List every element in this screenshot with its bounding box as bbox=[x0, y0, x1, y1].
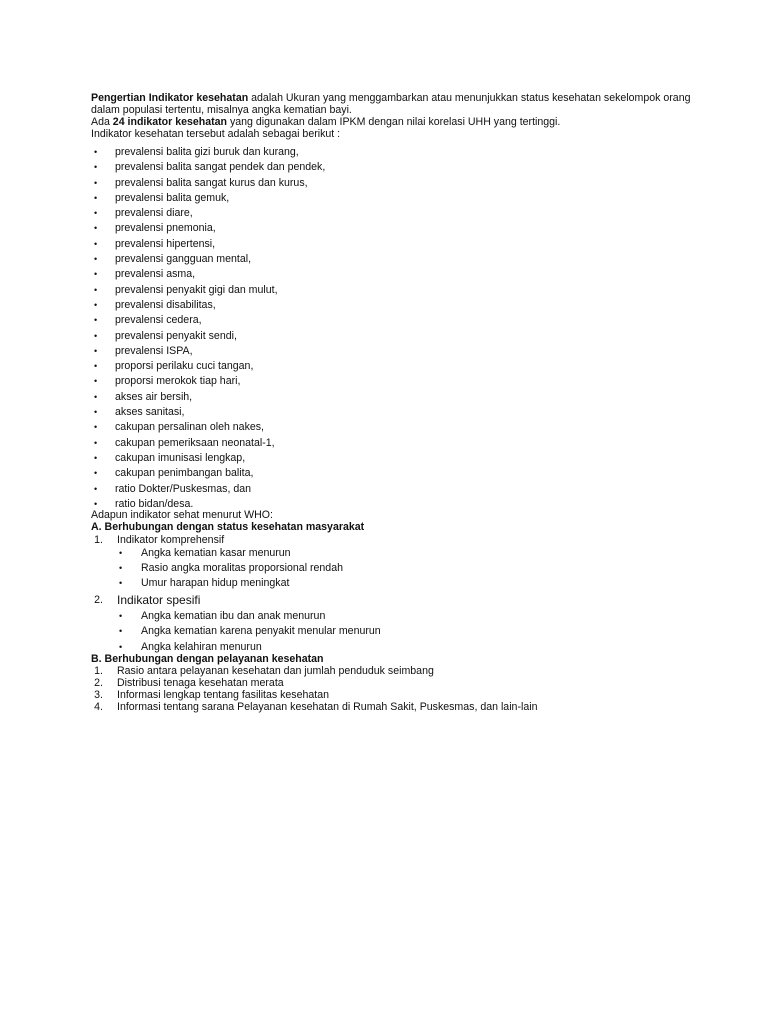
definition-paragraph bbox=[91, 92, 691, 116]
bullet-icon: • bbox=[119, 563, 123, 574]
bullet-icon: • bbox=[94, 437, 98, 448]
indicator-text: prevalensi balita sangat pendek dan pendek, bbox=[115, 161, 326, 174]
sub-list bbox=[117, 546, 691, 592]
indicator-text: prevalensi balita gemuk, bbox=[115, 191, 230, 204]
indicator-text: ratio Dokter/Puskesmas, dan bbox=[115, 482, 252, 495]
bullet-icon: • bbox=[94, 284, 98, 295]
section-a-item bbox=[91, 534, 691, 592]
indicator-text: akses air bersih, bbox=[115, 390, 193, 403]
indicator-item bbox=[91, 283, 691, 298]
item-number: 4. bbox=[94, 701, 103, 714]
indicator-text: prevalensi pnemonia, bbox=[115, 222, 216, 235]
bullet-icon: • bbox=[94, 330, 98, 341]
indicator-item bbox=[91, 252, 691, 267]
indicator-text: prevalensi gangguan mental, bbox=[115, 253, 252, 266]
sub-item-text: Rasio angka moralitas proporsional rendah bbox=[141, 562, 343, 575]
item-number: 3. bbox=[94, 689, 103, 702]
bullet-icon: • bbox=[119, 547, 123, 558]
indicator-item bbox=[91, 466, 691, 481]
bullet-icon: • bbox=[94, 407, 98, 418]
section-b-title: B. Berhubungan dengan pelayanan kesehatan bbox=[91, 652, 324, 665]
indicator-item bbox=[91, 221, 691, 236]
item-number: 2. bbox=[94, 677, 103, 690]
indicator-text: prevalensi penyakit gigi dan mulut, bbox=[115, 283, 278, 296]
indicator-item bbox=[91, 405, 691, 420]
sub-item-text: Angka kematian karena penyakit menular menurun bbox=[141, 625, 381, 638]
item-label: Rasio antara pelayanan kesehatan dan jumlah penduduk seimbang bbox=[117, 665, 434, 678]
indicator-item bbox=[91, 191, 691, 206]
sub-item bbox=[91, 640, 691, 655]
indicator-list bbox=[91, 145, 691, 512]
indicator-text: prevalensi balita gizi buruk dan kurang, bbox=[115, 146, 299, 158]
bullet-icon: • bbox=[94, 422, 98, 433]
bullet-icon: • bbox=[94, 483, 98, 494]
definition-text: adalah Ukuran yang menggambarkan atau menunjukkan status kesehatan sekelompok orang dalam populasi tertentu, misalnya angka kematian bayi. bbox=[91, 92, 691, 116]
indicator-text: prevalensi hipertensi, bbox=[115, 237, 216, 250]
indicator-item bbox=[91, 313, 691, 328]
bullet-icon: • bbox=[119, 578, 123, 589]
bullet-icon: • bbox=[94, 452, 98, 463]
indicator-text: prevalensi ISPA, bbox=[115, 344, 193, 357]
section-b-item bbox=[91, 677, 691, 689]
sub-list bbox=[117, 609, 691, 655]
indicator-text: cakupan imunisasi lengkap, bbox=[115, 451, 246, 464]
list-intro: Indikator kesehatan tersebut adalah sebagai berikut : bbox=[91, 128, 341, 140]
bullet-icon: • bbox=[119, 641, 123, 652]
bullet-icon: • bbox=[94, 376, 98, 387]
sub-item-text: Umur harapan hidup meningkat bbox=[141, 577, 290, 590]
bullet-icon: • bbox=[94, 498, 98, 509]
section-b-item bbox=[91, 689, 691, 701]
bullet-icon: • bbox=[94, 391, 98, 402]
bullet-icon: • bbox=[94, 361, 98, 372]
indicator-item bbox=[91, 267, 691, 282]
indicator-text: akses sanitasi, bbox=[115, 406, 185, 419]
indicator-text: prevalensi disabilitas, bbox=[115, 298, 216, 311]
indicator-text: cakupan penimbangan balita, bbox=[115, 467, 254, 480]
bullet-icon: • bbox=[119, 626, 123, 637]
bullet-icon: • bbox=[94, 177, 98, 188]
bullet-icon: • bbox=[94, 299, 98, 310]
indicator-text: prevalensi balita sangat kurus dan kurus, bbox=[115, 176, 308, 189]
section-b-item bbox=[91, 665, 691, 677]
indicator-text: prevalensi asma, bbox=[115, 268, 196, 281]
indicator-text: prevalensi penyakit sendi, bbox=[115, 329, 237, 342]
item-label: Informasi lengkap tentang fasilitas kesehatan bbox=[117, 689, 330, 702]
item-label: Indikator komprehensif bbox=[117, 533, 225, 546]
indicator-item bbox=[91, 160, 691, 175]
indicator-item bbox=[91, 145, 691, 160]
indicator-text: proporsi perilaku cuci tangan, bbox=[115, 360, 254, 373]
indicator-item bbox=[91, 420, 691, 435]
bullet-icon: • bbox=[119, 610, 123, 621]
indicator-item bbox=[91, 436, 691, 451]
indicator-item bbox=[91, 482, 691, 497]
bullet-icon: • bbox=[94, 269, 98, 280]
section-a-item bbox=[91, 592, 691, 655]
indicator-text: prevalensi diare, bbox=[115, 207, 193, 220]
indicator-text: cakupan persalinan oleh nakes, bbox=[115, 421, 265, 434]
indicator-item bbox=[91, 497, 691, 512]
count-prefix: Ada bbox=[91, 116, 113, 128]
bullet-icon: • bbox=[94, 208, 98, 219]
item-label: Distribusi tenaga kesehatan merata bbox=[117, 677, 284, 690]
count-bold: 24 indikator kesehatan bbox=[112, 116, 228, 128]
indicator-item bbox=[91, 344, 691, 359]
sub-item-text: Angka kematian kasar menurun bbox=[141, 546, 291, 559]
indicator-item bbox=[91, 374, 691, 389]
section-a-title: A. Berhubungan dengan status kesehatan masyarakat bbox=[91, 521, 365, 534]
bullet-icon: • bbox=[94, 192, 98, 203]
indicator-item bbox=[91, 298, 691, 313]
bullet-icon: • bbox=[94, 315, 98, 326]
definition-term: Pengertian Indikator kesehatan bbox=[91, 92, 249, 104]
indicator-item bbox=[91, 451, 691, 466]
bullet-icon: • bbox=[94, 238, 98, 249]
sub-item-text: Angka kelahiran menurun bbox=[141, 640, 262, 653]
indicator-text: ratio bidan/desa. bbox=[115, 497, 194, 510]
indicator-text: proporsi merokok tiap hari, bbox=[115, 375, 241, 388]
indicator-text: cakupan pemeriksaan neonatal-1, bbox=[115, 436, 275, 449]
bullet-icon: • bbox=[94, 468, 98, 479]
indicator-item bbox=[91, 359, 691, 374]
count-paragraph bbox=[91, 116, 691, 128]
indicator-text: prevalensi cedera, bbox=[115, 314, 202, 327]
document-page bbox=[91, 92, 691, 713]
section-b-item bbox=[91, 701, 691, 713]
bullet-icon: • bbox=[94, 162, 98, 173]
indicator-item bbox=[91, 329, 691, 344]
bullet-icon: • bbox=[94, 254, 98, 265]
section-b-list bbox=[91, 665, 691, 713]
sub-item bbox=[91, 576, 691, 591]
count-text: yang digunakan dalam IPKM dengan nilai korelasi UHH yang tertinggi. bbox=[227, 116, 561, 128]
item-number: 1. bbox=[94, 533, 103, 546]
indicator-item bbox=[91, 237, 691, 252]
item-number: 2. bbox=[94, 593, 103, 606]
item-label: Informasi tentang sarana Pelayanan kesehatan di Rumah Sakit, Puskesmas, dan lain-lain bbox=[117, 701, 538, 714]
sub-item bbox=[91, 546, 691, 561]
sub-item bbox=[91, 624, 691, 639]
section-a-list bbox=[91, 534, 691, 655]
sub-item-text: Angka kematian ibu dan anak menurun bbox=[141, 609, 326, 622]
indicator-item bbox=[91, 390, 691, 405]
indicator-item bbox=[91, 176, 691, 191]
item-label: Indikator spesifi bbox=[117, 592, 201, 607]
sub-item bbox=[91, 561, 691, 576]
bullet-icon: • bbox=[94, 345, 98, 356]
sub-item bbox=[91, 609, 691, 624]
item-number: 1. bbox=[94, 665, 103, 678]
who-intro: Adapun indikator sehat menurut WHO: bbox=[91, 509, 273, 522]
bullet-icon: • bbox=[94, 223, 98, 234]
indicator-item bbox=[91, 206, 691, 221]
bullet-icon: • bbox=[94, 147, 98, 157]
